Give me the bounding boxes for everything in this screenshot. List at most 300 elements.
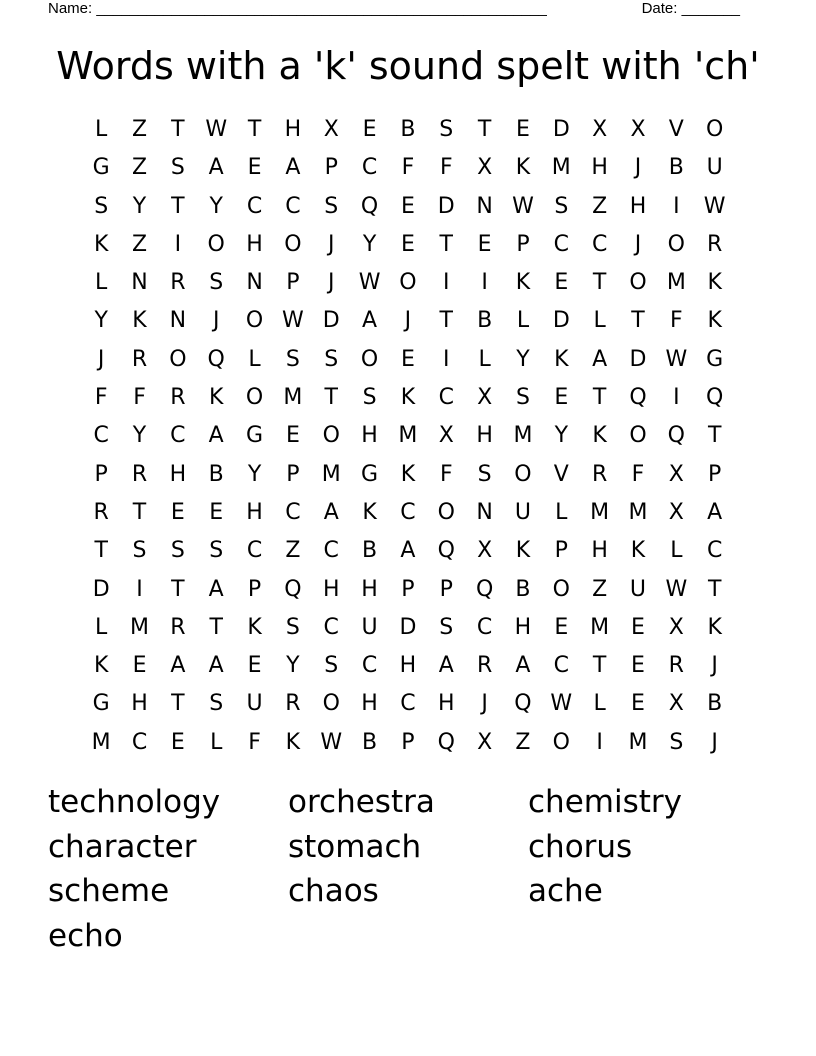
grid-letter[interactable]: S — [554, 193, 569, 219]
grid-letter[interactable]: S — [94, 193, 109, 219]
grid-letter[interactable]: D — [92, 576, 110, 602]
grid-letter[interactable]: W — [512, 193, 534, 219]
grid-letter[interactable]: E — [285, 423, 300, 449]
grid-letter[interactable]: B — [362, 729, 378, 755]
grid-letter[interactable]: K — [132, 308, 147, 334]
grid-letter[interactable]: M — [513, 423, 533, 449]
grid-letter[interactable]: C — [361, 653, 378, 679]
grid-letter[interactable]: Z — [285, 538, 301, 564]
grid-letter[interactable]: K — [515, 538, 531, 564]
grid-letter[interactable]: Z — [131, 155, 148, 181]
grid-letter[interactable]: E — [477, 231, 492, 257]
name-field[interactable]: Name: ______________________________________________________ — [48, 0, 547, 17]
grid-letter[interactable]: B — [208, 461, 224, 487]
grid-letter[interactable]: A — [208, 576, 224, 602]
grid-letter[interactable]: T — [592, 385, 607, 411]
grid-letter[interactable]: F — [94, 385, 108, 411]
grid-letter[interactable]: T — [631, 308, 645, 334]
grid-letter[interactable]: T — [707, 576, 722, 602]
grid-letter[interactable]: S — [439, 117, 454, 142]
grid-letter[interactable]: Q — [207, 346, 225, 372]
grid-letter[interactable]: Q — [475, 576, 494, 602]
grid-letter[interactable]: A — [170, 653, 186, 679]
grid-letter[interactable]: I — [673, 385, 680, 411]
grid-letter[interactable]: O — [629, 270, 647, 296]
grid-letter[interactable]: S — [209, 270, 224, 296]
grid-letter[interactable]: Y — [132, 423, 147, 449]
grid-letter[interactable]: Q — [437, 538, 455, 564]
grid-letter[interactable]: S — [209, 691, 224, 717]
grid-letter[interactable]: Z — [131, 231, 148, 257]
grid-letter[interactable]: F — [439, 155, 453, 181]
grid-letter[interactable]: Q — [667, 423, 685, 449]
grid-letter[interactable]: F — [631, 461, 645, 487]
grid-row — [82, 724, 734, 762]
grid-letter[interactable]: E — [170, 729, 185, 755]
grid-letter[interactable]: L — [95, 270, 108, 296]
grid-letter[interactable]: K — [554, 346, 569, 372]
grid-letter[interactable]: S — [362, 385, 377, 411]
grid-letter[interactable]: M — [628, 729, 648, 755]
grid-letter[interactable]: H — [322, 576, 340, 602]
grid-letter[interactable]: E — [400, 231, 415, 257]
grid-letter[interactable]: C — [591, 231, 608, 257]
grid-letter[interactable]: X — [592, 117, 608, 142]
grid-letter[interactable]: C — [246, 193, 263, 219]
grid-letter[interactable]: P — [286, 461, 300, 487]
grid-letter[interactable]: T — [171, 576, 185, 602]
grid-letter[interactable]: B — [400, 117, 416, 142]
grid-letter[interactable]: A — [323, 499, 339, 525]
grid-letter[interactable]: Q — [514, 691, 532, 717]
grid-letter[interactable]: A — [362, 308, 378, 334]
grid-letter[interactable]: L — [670, 538, 683, 564]
grid-letter[interactable]: H — [591, 538, 608, 564]
grid-letter[interactable]: R — [591, 461, 608, 487]
grid-letter[interactable]: S — [324, 653, 339, 679]
grid-letter[interactable]: C — [246, 538, 263, 564]
grid-letter[interactable]: J — [711, 653, 718, 679]
grid-row — [82, 188, 734, 226]
grid-letter[interactable]: I — [673, 193, 680, 219]
grid-letter[interactable]: T — [209, 614, 223, 640]
grid-letter[interactable]: C — [170, 423, 186, 449]
grid-letter[interactable]: J — [634, 231, 642, 257]
grid-letter[interactable]: M — [398, 423, 418, 449]
grid-letter[interactable]: C — [553, 231, 569, 257]
grid-letter[interactable]: U — [514, 499, 531, 525]
grid-letter[interactable]: O — [552, 576, 570, 602]
grid-letter[interactable]: C — [400, 691, 416, 717]
grid-letter[interactable]: H — [629, 193, 647, 219]
grid-letter[interactable]: A — [592, 346, 608, 372]
grid-letter[interactable]: R — [131, 461, 148, 487]
grid-letter[interactable]: S — [324, 346, 339, 372]
grid-letter[interactable]: O — [322, 423, 340, 449]
word-list-item: scheme — [48, 873, 170, 910]
grid-letter[interactable]: X — [477, 538, 493, 564]
grid-letter[interactable]: U — [706, 155, 723, 181]
grid-letter[interactable]: E — [631, 653, 645, 679]
grid-letter[interactable]: T — [247, 117, 262, 142]
grid-letter[interactable]: G — [706, 346, 724, 372]
grid-letter[interactable]: S — [324, 193, 339, 219]
grid-letter[interactable]: O — [706, 117, 724, 142]
grid-letter[interactable]: X — [668, 691, 684, 717]
grid-letter[interactable]: Y — [286, 653, 300, 679]
grid-letter[interactable]: X — [477, 729, 493, 755]
grid-letter[interactable]: X — [630, 117, 646, 142]
grid-letter[interactable]: Q — [437, 729, 455, 755]
grid-letter[interactable]: D — [437, 193, 455, 219]
grid-letter[interactable]: X — [477, 385, 493, 411]
grid-letter[interactable]: H — [361, 576, 378, 602]
grid-letter[interactable]: W — [205, 117, 228, 142]
grid-letter[interactable]: O — [437, 499, 455, 525]
grid-letter[interactable]: A — [208, 423, 224, 449]
grid-letter[interactable]: I — [174, 231, 182, 257]
grid-letter[interactable]: O — [360, 346, 379, 372]
grid-letter[interactable]: K — [515, 155, 531, 181]
grid-letter[interactable]: J — [327, 231, 335, 257]
grid-letter[interactable]: H — [514, 614, 532, 640]
grid-letter[interactable]: S — [170, 155, 185, 181]
grid-letter[interactable]: A — [438, 653, 454, 679]
grid-letter[interactable]: M — [666, 270, 686, 296]
grid-letter[interactable]: L — [516, 308, 530, 334]
grid-letter[interactable]: X — [668, 614, 684, 640]
grid-letter[interactable]: N — [246, 270, 263, 296]
grid-letter[interactable]: T — [439, 308, 453, 334]
grid-letter[interactable]: P — [94, 461, 108, 487]
grid-letter[interactable]: M — [590, 499, 610, 525]
grid-letter[interactable]: K — [707, 308, 722, 334]
grid-letter[interactable]: O — [284, 231, 302, 257]
grid-letter[interactable]: A — [285, 155, 301, 181]
grid-letter[interactable]: L — [248, 346, 261, 372]
grid-letter[interactable]: K — [247, 614, 262, 640]
grid-letter[interactable]: E — [516, 117, 530, 142]
grid-letter[interactable]: F — [439, 461, 453, 487]
grid-letter[interactable]: U — [246, 691, 263, 717]
grid-letter[interactable]: F — [133, 385, 146, 411]
grid-letter[interactable]: K — [400, 385, 416, 411]
grid-letter[interactable]: T — [324, 385, 338, 411]
grid-letter[interactable]: S — [669, 729, 684, 755]
grid-letter[interactable]: O — [169, 346, 187, 372]
grid-row — [82, 264, 734, 302]
grid-letter[interactable]: J — [327, 270, 335, 296]
grid-letter[interactable]: G — [361, 461, 379, 487]
grid-letter[interactable]: K — [93, 653, 109, 679]
grid-letter[interactable]: K — [362, 499, 377, 525]
grid-letter[interactable]: J — [97, 346, 105, 372]
grid-letter[interactable]: O — [514, 461, 532, 487]
grid-letter[interactable]: B — [477, 308, 493, 334]
grid-letter[interactable]: X — [477, 155, 493, 181]
grid-letter[interactable]: P — [401, 576, 415, 602]
grid-letter[interactable]: C — [131, 729, 148, 755]
grid-letter[interactable]: E — [170, 499, 185, 525]
grid-letter[interactable]: M — [590, 614, 610, 640]
grid-letter[interactable]: Z — [131, 117, 148, 142]
grid-letter[interactable]: C — [706, 538, 723, 564]
grid-letter[interactable]: M — [628, 499, 648, 525]
grid-letter[interactable]: Y — [209, 193, 223, 219]
grid-letter[interactable]: W — [665, 576, 688, 602]
grid-letter[interactable]: M — [551, 155, 571, 181]
grid-letter[interactable]: F — [670, 308, 683, 334]
grid-letter[interactable]: S — [170, 538, 185, 564]
grid-letter[interactable]: S — [477, 461, 492, 487]
grid-letter[interactable]: W — [703, 193, 726, 219]
grid-letter[interactable]: S — [132, 538, 147, 564]
grid-letter[interactable]: G — [246, 423, 264, 449]
grid-letter[interactable]: S — [285, 346, 300, 372]
grid-letter[interactable]: A — [515, 653, 531, 679]
grid-letter[interactable]: C — [93, 423, 109, 449]
word-list-item: orchestra — [288, 784, 435, 820]
grid-letter[interactable]: H — [169, 461, 187, 487]
grid-letter[interactable]: E — [209, 499, 224, 525]
grid-letter[interactable]: H — [361, 691, 378, 717]
grid-letter[interactable]: A — [208, 155, 224, 181]
grid-letter[interactable]: P — [439, 576, 453, 602]
grid-letter[interactable]: H — [591, 155, 608, 181]
grid-letter[interactable]: C — [323, 538, 339, 564]
grid-letter[interactable]: I — [443, 270, 450, 296]
grid-letter[interactable]: R — [131, 346, 148, 372]
grid-letter[interactable]: Q — [706, 385, 724, 411]
grid-letter[interactable]: E — [631, 614, 645, 640]
grid-letter[interactable]: K — [515, 270, 531, 296]
date-field[interactable]: Date: _______ — [641, 0, 740, 17]
grid-letter[interactable]: I — [136, 576, 143, 602]
grid-letter[interactable]: F — [248, 729, 261, 755]
grid-letter[interactable]: S — [515, 385, 530, 411]
grid-letter[interactable]: Z — [592, 193, 608, 219]
grid-letter[interactable]: T — [171, 117, 185, 142]
grid-letter[interactable]: N — [476, 499, 493, 525]
grid-letter[interactable]: W — [550, 691, 573, 717]
grid-letter[interactable]: N — [169, 308, 187, 334]
grid-letter[interactable]: R — [668, 653, 684, 679]
grid-letter[interactable]: S — [209, 538, 224, 564]
grid-letter[interactable]: H — [131, 691, 148, 717]
grid-letter[interactable]: E — [400, 346, 415, 372]
grid-letter[interactable]: X — [668, 461, 684, 487]
grid-letter[interactable]: T — [171, 193, 185, 219]
grid-letter[interactable]: O — [399, 270, 417, 296]
grid-letter[interactable]: L — [478, 346, 491, 372]
grid-letter[interactable]: Q — [629, 385, 647, 411]
grid-letter[interactable]: R — [170, 385, 186, 411]
grid-letter[interactable]: E — [554, 270, 569, 296]
grid-letter[interactable]: C — [285, 499, 301, 525]
grid-letter[interactable]: H — [437, 691, 455, 717]
grid-letter[interactable]: R — [170, 270, 186, 296]
grid-letter[interactable]: K — [707, 614, 722, 640]
grid-letter[interactable]: K — [208, 385, 224, 411]
grid-letter[interactable]: D — [322, 308, 340, 334]
grid-letter[interactable]: R — [476, 653, 493, 679]
grid-letter[interactable]: A — [400, 538, 416, 564]
grid-letter[interactable]: A — [208, 653, 224, 679]
grid-letter[interactable]: U — [629, 576, 647, 602]
grid-letter[interactable]: F — [401, 155, 415, 181]
grid-letter[interactable]: L — [95, 117, 108, 142]
grid-letter[interactable]: E — [554, 614, 569, 640]
grid-letter[interactable]: X — [438, 423, 454, 449]
grid-letter[interactable]: T — [439, 231, 453, 257]
grid-letter[interactable]: T — [132, 499, 147, 525]
letter-grid[interactable] — [82, 111, 734, 762]
grid-letter[interactable]: B — [515, 576, 531, 602]
grid-letter[interactable]: M — [321, 461, 341, 487]
grid-letter[interactable]: T — [171, 691, 185, 717]
grid-letter[interactable]: K — [93, 231, 109, 257]
grid-letter[interactable]: C — [285, 193, 301, 219]
grid-letter[interactable]: H — [246, 499, 263, 525]
grid-letter[interactable]: O — [322, 691, 340, 717]
grid-letter[interactable]: G — [92, 155, 110, 181]
grid-letter[interactable]: I — [443, 346, 450, 372]
grid-letter[interactable]: L — [593, 308, 606, 334]
grid-letter[interactable]: O — [245, 308, 264, 334]
grid-letter[interactable]: Z — [515, 729, 531, 755]
grid-letter[interactable]: W — [665, 346, 688, 372]
grid-letter[interactable]: K — [285, 729, 301, 755]
grid-letter[interactable]: B — [668, 155, 684, 181]
grid-letter[interactable]: T — [592, 653, 607, 679]
grid-letter[interactable]: W — [320, 729, 343, 755]
grid-letter[interactable]: Q — [284, 576, 302, 602]
grid-letter[interactable]: J — [212, 308, 220, 334]
grid-letter[interactable]: S — [439, 614, 454, 640]
grid-letter[interactable]: O — [629, 423, 647, 449]
grid-letter[interactable]: H — [476, 423, 493, 449]
grid-letter[interactable]: B — [707, 691, 723, 717]
grid-letter[interactable]: P — [554, 538, 568, 564]
grid-letter[interactable]: C — [323, 614, 339, 640]
grid-letter[interactable]: O — [245, 385, 264, 411]
grid-letter[interactable]: H — [399, 653, 417, 679]
grid-letter[interactable]: T — [94, 538, 108, 564]
grid-letter[interactable]: K — [707, 270, 722, 296]
grid-letter[interactable]: O — [207, 231, 225, 257]
grid-letter[interactable]: E — [362, 117, 377, 142]
grid-letter[interactable]: C — [361, 155, 378, 181]
grid-letter[interactable]: D — [629, 346, 647, 372]
grid-letter[interactable]: R — [707, 231, 723, 257]
grid-letter[interactable]: H — [284, 117, 302, 142]
grid-letter[interactable]: P — [286, 270, 300, 296]
grid-letter[interactable]: E — [247, 155, 262, 181]
grid-row — [82, 532, 734, 570]
grid-letter[interactable]: X — [323, 117, 339, 142]
grid-letter[interactable]: H — [246, 231, 263, 257]
grid-letter[interactable]: Y — [362, 231, 377, 257]
grid-letter[interactable]: O — [552, 729, 570, 755]
grid-letter[interactable]: J — [404, 308, 412, 334]
grid-letter[interactable]: Y — [554, 423, 569, 449]
grid-letter[interactable]: L — [555, 499, 568, 525]
grid-letter[interactable]: Y — [247, 461, 262, 487]
grid-letter[interactable]: T — [707, 423, 722, 449]
grid-letter[interactable]: D — [552, 117, 570, 142]
grid-letter[interactable]: M — [91, 729, 111, 755]
grid-letter[interactable]: S — [285, 614, 300, 640]
grid-letter[interactable]: E — [400, 193, 415, 219]
grid-letter[interactable]: P — [516, 231, 530, 257]
grid-letter[interactable]: X — [668, 499, 684, 525]
grid-letter[interactable]: J — [634, 155, 642, 181]
grid-letter[interactable]: P — [401, 729, 415, 755]
grid-letter[interactable]: I — [481, 270, 488, 296]
grid-letter[interactable]: R — [93, 499, 109, 525]
grid-letter[interactable]: W — [358, 270, 381, 296]
grid-letter[interactable]: M — [130, 614, 149, 640]
grid-letter[interactable]: Y — [516, 346, 530, 372]
grid-letter[interactable]: A — [707, 499, 723, 525]
grid-letter[interactable]: C — [553, 653, 569, 679]
grid-letter[interactable]: G — [92, 691, 110, 717]
grid-letter[interactable]: Q — [360, 193, 379, 219]
grid-letter[interactable]: K — [630, 538, 646, 564]
grid-letter[interactable]: J — [481, 691, 488, 717]
grid-letter[interactable]: Y — [132, 193, 147, 219]
grid-letter[interactable]: R — [170, 614, 186, 640]
grid-letter[interactable]: E — [554, 385, 569, 411]
grid-letter[interactable]: E — [132, 653, 147, 679]
grid-letter[interactable]: P — [708, 461, 722, 487]
grid-letter[interactable]: P — [324, 155, 338, 181]
grid-letter[interactable]: T — [477, 117, 492, 142]
grid-letter[interactable]: C — [400, 499, 416, 525]
grid-letter[interactable]: L — [210, 729, 223, 755]
grid-letter[interactable]: M — [283, 385, 303, 411]
grid-letter[interactable]: D — [399, 614, 417, 640]
grid-letter[interactable]: E — [247, 653, 262, 679]
grid-letter[interactable]: Y — [94, 308, 108, 334]
grid-letter[interactable]: J — [711, 729, 718, 755]
grid-letter[interactable]: W — [282, 308, 304, 334]
grid-letter[interactable]: N — [131, 270, 148, 296]
grid-letter[interactable]: T — [592, 270, 607, 296]
word-list-item: chemistry — [528, 784, 682, 820]
grid-letter[interactable]: D — [552, 308, 570, 334]
grid-letter[interactable]: C — [438, 385, 454, 411]
grid-letter[interactable]: P — [247, 576, 262, 602]
grid-letter[interactable]: L — [95, 614, 108, 640]
grid-letter[interactable]: O — [667, 231, 685, 257]
grid-letter[interactable]: C — [476, 614, 493, 640]
grid-letter[interactable]: V — [668, 117, 684, 142]
grid-letter[interactable]: U — [361, 614, 378, 640]
grid-letter[interactable]: V — [553, 461, 569, 487]
grid-row — [82, 494, 734, 532]
grid-letter[interactable]: K — [592, 423, 607, 449]
grid-letter[interactable]: I — [596, 729, 603, 755]
grid-letter[interactable]: B — [362, 538, 378, 564]
grid-letter[interactable]: R — [285, 691, 301, 717]
grid-letter[interactable]: L — [593, 691, 606, 717]
grid-letter[interactable]: E — [631, 691, 645, 717]
grid-letter[interactable]: H — [361, 423, 378, 449]
grid-letter[interactable]: Z — [592, 576, 608, 602]
grid-letter[interactable]: K — [400, 461, 416, 487]
grid-letter[interactable]: N — [476, 193, 493, 219]
